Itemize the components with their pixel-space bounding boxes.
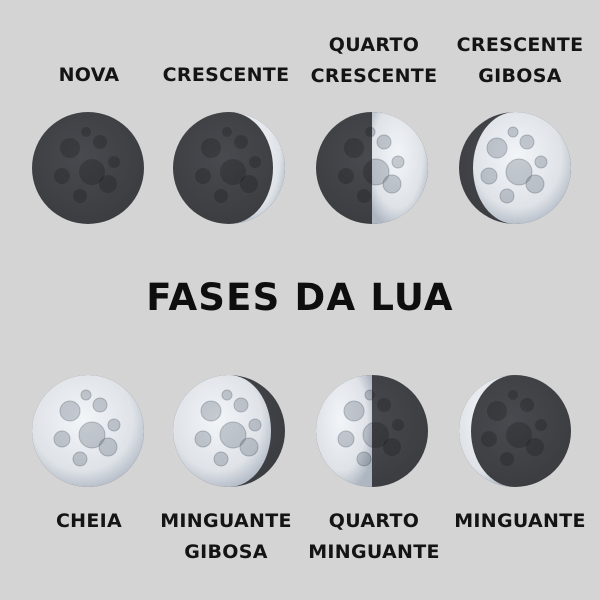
- moon-first-quarter: [314, 110, 430, 226]
- label-minguante-gibosa: MINGUANTE GIBOSA: [160, 510, 292, 563]
- label-cheia: CHEIA: [55, 510, 123, 532]
- moon-graphic: [30, 110, 146, 226]
- moon-waning-crescent: [457, 373, 573, 489]
- moon-last-quarter: [314, 373, 430, 489]
- label-minguante: MINGUANTE: [454, 510, 586, 532]
- moon-graphic: [457, 373, 573, 489]
- moon-graphic: [30, 373, 146, 489]
- label-crescente-gibosa: CRESCENTE GIBOSA: [456, 34, 584, 87]
- moon-graphic: [457, 110, 573, 226]
- label-quarto-minguante: QUARTO MINGUANTE: [308, 510, 440, 563]
- label-crescente: CRESCENTE: [162, 64, 290, 86]
- moon-waxing-gibbous: [457, 110, 573, 226]
- moon-full: [30, 373, 146, 489]
- page-title: FASES DA LUA: [146, 276, 454, 319]
- moon-graphic: [171, 373, 287, 489]
- label-quarto-crescente: QUARTO CRESCENTE: [310, 34, 438, 87]
- moon-waxing-crescent: [171, 110, 287, 226]
- label-nova: NOVA: [58, 64, 120, 86]
- moon-graphic: [314, 373, 430, 489]
- moon-graphic: [314, 110, 430, 226]
- moon-graphic: [171, 110, 287, 226]
- moon-waning-gibbous: [171, 373, 287, 489]
- moon-new: [30, 110, 146, 226]
